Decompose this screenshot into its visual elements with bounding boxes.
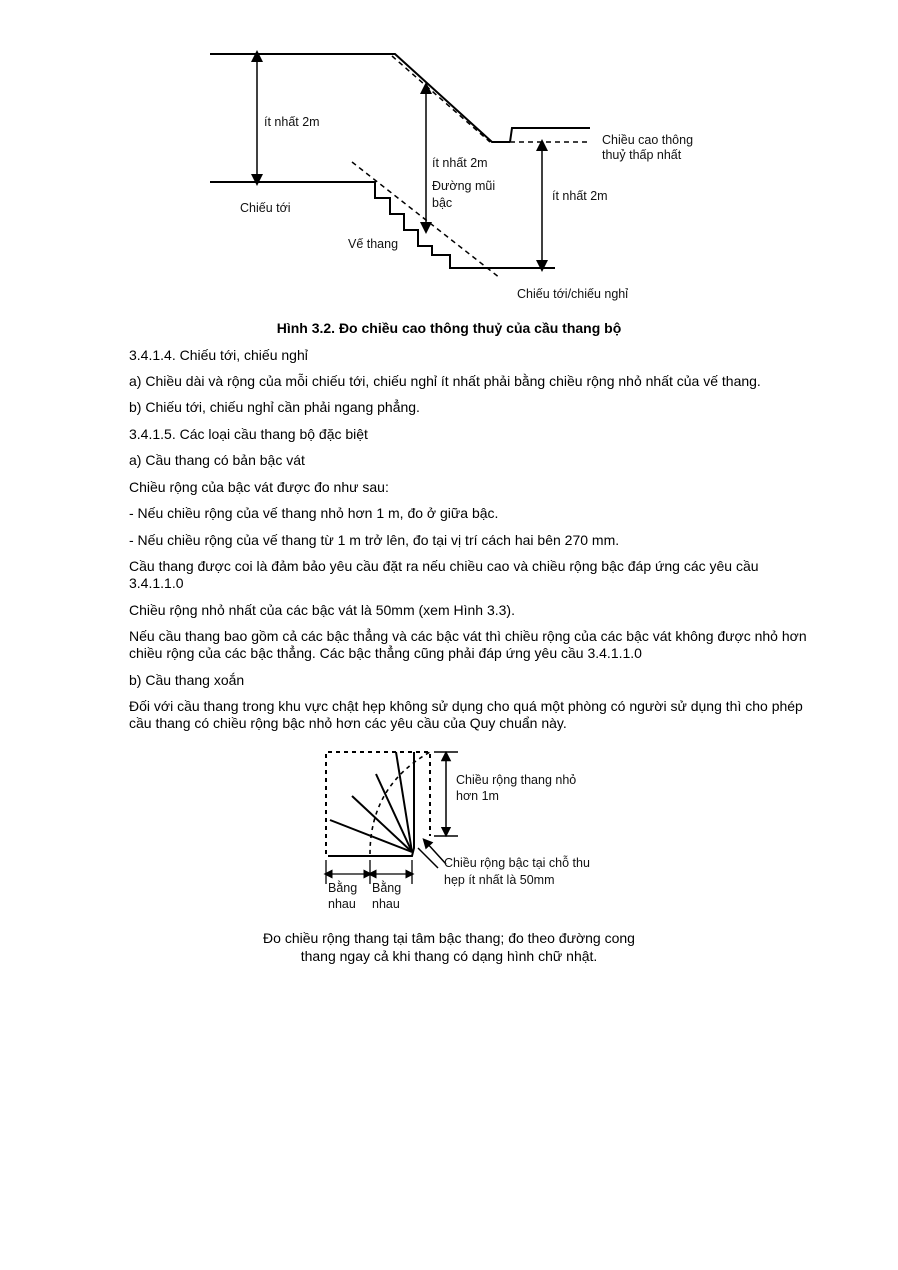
label-equal-right: Bằng [372, 881, 402, 895]
paragraph-landing-size: a) Chiều dài và rộng của mỗi chiếu tới, chiếu nghỉ ít nhất phải bằng chiều rộng nhỏ nhất của vế thang. [129, 373, 761, 389]
label-narrow-tread: Chiều rộng bậc tại chỗ thu [444, 856, 590, 870]
label-equal-right-2: nhau [372, 897, 400, 911]
paragraph-spiral-heading: b) Cầu thang xoắn [129, 672, 245, 688]
paragraph-landing-flat: b) Chiếu tới, chiếu nghỉ cần phải ngang phẳng. [129, 399, 420, 415]
paragraph-mixed-steps: Nếu cầu thang bao gồm cả các bậc thẳng và các bậc vát thì chiều rộng của các bậc vát không được nhỏ hơn chiều rộng của các bậc thẳng. Các bậc thẳng cũng phải đáp ứng yêu cầu 3.4.1.1.0 [129, 628, 807, 661]
figure-3-2-headroom-diagram [210, 42, 730, 314]
paragraph-winder-measure: Chiều rộng của bậc vát được đo như sau: [129, 479, 389, 495]
label-min-2m-right: ít nhất 2m [552, 189, 608, 203]
label-headroom: Chiều cao thông [602, 133, 694, 147]
narrow-tread-arrow [426, 842, 446, 864]
figure-3-3-caption [0, 929, 898, 965]
label-equal-left: Bằng [328, 881, 358, 895]
label-min-2m-left: ít nhất 2m [264, 115, 320, 129]
label-width-less-1m-2: hơn 1m [456, 789, 499, 803]
label-flight: Vế thang [348, 237, 399, 251]
stair-profile [210, 182, 555, 268]
ceiling-line [210, 54, 510, 142]
headroom-diagram-svg [210, 42, 730, 314]
paragraph-winder-heading: a) Cầu thang có bản bậc vát [129, 452, 305, 468]
label-min-2m-middle: ít nhất 2m [432, 156, 488, 170]
figure-3-3-caption-line1: Đo chiều rộng thang tại tâm bậc thang; đo theo đường cong [263, 930, 635, 946]
label-equal-left-2: nhau [328, 897, 356, 911]
label-landing-bottom: Chiếu tới/chiếu nghỉ [517, 287, 629, 301]
label-landing: Chiếu tới [240, 201, 291, 215]
upper-landing-ceiling [510, 128, 590, 142]
winder-diagram-svg [318, 744, 648, 916]
label-width-less-1m: Chiều rộng thang nhỏ [456, 773, 577, 787]
label-nosing-line-2: bậc [432, 196, 453, 210]
section-3-4-1-5-heading: 3.4.1.5. Các loại cầu thang bộ đặc biệt [129, 426, 368, 442]
paragraph-min-width: Chiều rộng nhỏ nhất của các bậc vát là 50mm (xem Hình 3.3). [129, 602, 515, 618]
figure-3-3-caption-line2: thang ngay cả khi thang có dạng hình chữ nhật. [300, 948, 598, 964]
section-3-4-1-4-heading: 3.4.1.4. Chiếu tới, chiếu nghỉ [129, 347, 308, 363]
paragraph-bullet-under-1m: - Nếu chiều rộng của vế thang nhỏ hơn 1 m, đo ở giữa bậc. [129, 505, 499, 521]
stair-outline [328, 752, 414, 856]
figure-3-2-caption: Hình 3.2. Đo chiều cao thông thuỷ của cầu thang bộ [276, 320, 622, 336]
label-nosing-line: Đường mũi [432, 179, 496, 193]
label-headroom-2: thuỷ thấp nhất [602, 148, 682, 162]
label-narrow-tread-2: hẹp ít nhất là 50mm [444, 873, 555, 887]
paragraph-bullet-over-1m: - Nếu chiều rộng của vế thang từ 1 m trở lên, đo tại vị trí cách hai bên 270 mm. [129, 532, 620, 548]
paragraph-spiral-rule: Đối với cầu thang trong khu vực chật hẹp không sử dụng cho quá một phòng có người sử dụng thì cho phép cầu thang có chiều rộng bậc nhỏ hơn các yêu cầu của Quy chuẩn này. [129, 698, 803, 731]
paragraph-requirements: Cầu thang được coi là đảm bảo yêu cầu đặt ra nếu chiều cao và chiều rộng bậc đáp ứng các yêu cầu 3.4.1.1.0 [129, 558, 759, 591]
figure-3-3-winder-diagram [318, 744, 648, 916]
ceiling-dashed-line [392, 56, 490, 142]
